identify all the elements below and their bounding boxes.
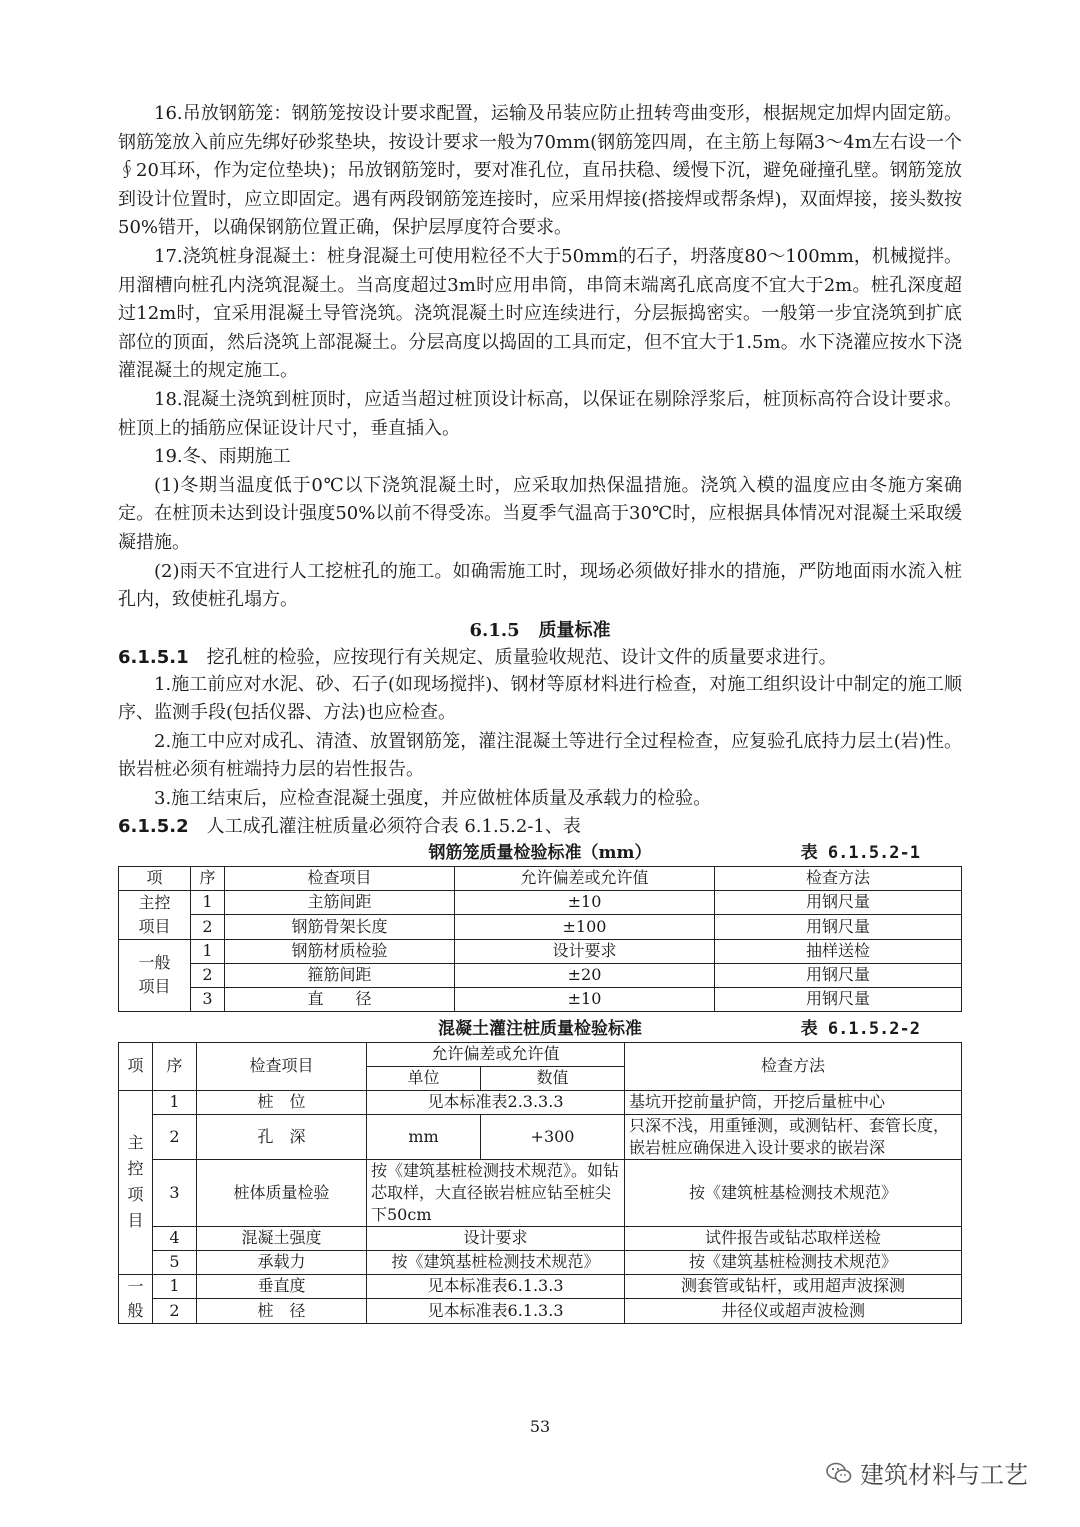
cell: 按《建筑桩基检测技术规范》 (625, 1159, 962, 1226)
table-row (119, 1090, 962, 1114)
section-number: 6.1.5 (469, 619, 520, 641)
cell: 5 (153, 1250, 197, 1274)
table-row (119, 1159, 962, 1226)
table-row (119, 1299, 962, 1324)
clause-number: 6.1.5.1 (118, 646, 189, 668)
cell: ±100 (455, 915, 715, 940)
page-number: 53 (529, 1417, 551, 1436)
cell: 按《建筑基桩检测技术规范》。如钻芯取样，大直径嵌岩桩应钻至桩尖下50cm (367, 1159, 625, 1226)
cell: 抽样送检 (715, 939, 962, 963)
cell: 3 (191, 987, 225, 1011)
watermark-text: 建筑材料与工艺 (860, 1461, 1028, 1489)
table-title: 混凝土灌注桩质量检验标准 (438, 1018, 642, 1039)
watermark (826, 1455, 1028, 1490)
cell: 设计要求 (455, 939, 715, 963)
cell: 混凝土强度 (197, 1226, 367, 1250)
cell: 1 (191, 890, 225, 915)
cell: 按《建筑基桩检测技术规范》 (367, 1250, 625, 1274)
clause-text: 挖孔桩的检验，应按现行有关规定、质量验收规范、设计文件的质量要求进行。 (206, 646, 837, 668)
cell: 设计要求 (367, 1226, 625, 1250)
table-caption (118, 1016, 962, 1042)
cell: 2 (191, 963, 225, 987)
header-cell: 允许偏差或允许值 (455, 866, 715, 890)
header-cell: 序 (191, 866, 225, 890)
cell: 试件报告或钻芯取样送检 (625, 1226, 962, 1250)
wechat-icon (826, 1462, 852, 1484)
table-row (119, 1274, 962, 1299)
cell: 箍筋间距 (225, 963, 455, 987)
header-cell: 项 (119, 866, 191, 890)
header-cell: 允许偏差或允许值 (367, 1042, 625, 1066)
cell: 承载力 (197, 1250, 367, 1274)
table-number: 表 6.1.5.2-1 (800, 842, 920, 863)
cell: 用钢尺量 (715, 987, 962, 1011)
clause-number: 6.1.5.2 (118, 815, 189, 837)
header-cell: 检查方法 (715, 866, 962, 890)
cell: 用钢尺量 (715, 915, 962, 940)
table-title: 钢筋笼质量检验标准（mm） (428, 842, 652, 863)
cell: 主筋间距 (225, 890, 455, 915)
cell: ±20 (455, 963, 715, 987)
cell: 1 (153, 1090, 197, 1114)
list-item: 2.施工中应对成孔、清渣、放置钢筋笼，灌注混凝土等进行全过程检查，应复验孔底持力层土(岩)性。嵌岩桩必须有桩端持力层的岩性报告。 (118, 730, 962, 781)
cell: 用钢尺量 (715, 963, 962, 987)
header-cell: 序 (153, 1042, 197, 1090)
cell: 2 (153, 1299, 197, 1324)
paragraph: 19.冬、雨期施工 (154, 446, 291, 468)
cell: 2 (153, 1114, 197, 1159)
cell: 见本标准表2.3.3.3 (367, 1090, 625, 1114)
cell: 孔 深 (197, 1114, 367, 1159)
header-cell: 检查项目 (197, 1042, 367, 1090)
table-row (119, 939, 962, 963)
group-cell: 主控项目 (119, 1090, 153, 1274)
document-page (118, 100, 962, 1324)
table-row (119, 987, 962, 1011)
cell: mm (367, 1114, 481, 1159)
header-cell: 检查项目 (225, 866, 455, 890)
paragraph: 17.浇筑桩身混凝土：桩身混凝土可使用粒径不大于50mm的石子，坍落度80～100mm，机械搅拌。用溜槽向桩孔内浇筑混凝土。当高度超过3m时应用串筒，串筒末端离孔底高度不宜大于2m。桩孔深度超过12m时，宜采用混凝土导管浇筑。浇筑混凝土时应连续进行，分层振捣密实。一般第一步宜浇筑到扩底部位的顶面，然后浇筑上部混凝土。分层高度以捣固的工具而定，但不宜大于1.5m。水下浇灌应按水下浇灌混凝土的规定施工。 (118, 245, 962, 382)
cell: 用钢尺量 (715, 890, 962, 915)
cell: 钢筋骨架长度 (225, 915, 455, 940)
group-cell: 一般 (119, 1274, 153, 1323)
cell: 按《建筑基桩检测技术规范》 (625, 1250, 962, 1274)
cell: +300 (481, 1114, 625, 1159)
table-header-row (119, 1042, 962, 1066)
cell: 3 (153, 1159, 197, 1226)
cell: 4 (153, 1226, 197, 1250)
cell: 桩 径 (197, 1299, 367, 1324)
paragraph: (2)雨天不宜进行人工挖桩孔的施工。如确需施工时，现场必须做好排水的措施，严防地面雨水流入桩孔内，致使桩孔塌方。 (118, 560, 962, 611)
group-cell: 主控项目 (119, 890, 191, 939)
rebar-cage-table (118, 866, 962, 1012)
cell: 见本标准表6.1.3.3 (367, 1274, 625, 1299)
paragraph: 18.混凝土浇筑到桩顶时，应适当超过桩顶设计标高，以保证在剔除浮浆后，桩顶标高符合设计要求。桩顶上的插筋应保证设计尺寸，垂直插入。 (118, 388, 962, 439)
group-cell: 一般项目 (119, 939, 191, 1011)
table-row (119, 915, 962, 940)
section-heading (118, 617, 962, 645)
cell: 钢筋材质检验 (225, 939, 455, 963)
header-cell: 单位 (367, 1066, 481, 1090)
header-cell: 检查方法 (625, 1042, 962, 1090)
cell: 桩 位 (197, 1090, 367, 1114)
clause (118, 814, 962, 840)
cell: 井径仪或超声波检测 (625, 1299, 962, 1324)
clause-text: 人工成孔灌注桩质量必须符合表 6.1.5.2-1、表 (206, 815, 581, 837)
cell: ±10 (455, 987, 715, 1011)
cell: 1 (153, 1274, 197, 1299)
header-cell: 数值 (481, 1066, 625, 1090)
list-item: 3.施工结束后，应检查混凝土强度，并应做桩体质量及承载力的检验。 (154, 788, 712, 810)
table-row (119, 890, 962, 915)
pile-quality-table (118, 1042, 962, 1324)
cell: 直 径 (225, 987, 455, 1011)
clause (118, 645, 962, 671)
table-caption (118, 840, 962, 866)
section-title: 质量标准 (538, 619, 611, 641)
table-row (119, 963, 962, 987)
table-row (119, 1226, 962, 1250)
table-header-row (119, 866, 962, 890)
table-row (119, 1250, 962, 1274)
cell: 见本标准表6.1.3.3 (367, 1299, 625, 1324)
cell: 测套管或钻杆，或用超声波探测 (625, 1274, 962, 1299)
cell: 垂直度 (197, 1274, 367, 1299)
cell: ±10 (455, 890, 715, 915)
cell: 1 (191, 939, 225, 963)
header-cell: 项 (119, 1042, 153, 1090)
paragraph: (1)冬期当温度低于0℃以下浇筑混凝土时，应采取加热保温措施。浇筑入模的温度应由冬施方案确定。在桩顶未达到设计强度50%以前不得受冻。当夏季气温高于30℃时，应根据具体情况对混凝土采取缓凝措施。 (118, 474, 962, 553)
paragraph: 16.吊放钢筋笼：钢筋笼按设计要求配置，运输及吊装应防止扭转弯曲变形，根据规定加焊内固定筋。钢筋笼放入前应先绑好砂浆垫块，按设计要求一般为70mm(钢筋笼四周，在主筋上每隔3～4m左右设一个∮20耳环，作为定位垫块)；吊放钢筋笼时，要对准孔位，直吊扶稳、缓慢下沉，避免碰撞孔壁。钢筋笼放到设计位置时，应立即固定。遇有两段钢筋笼连接时，应采用焊接(搭接焊或帮条焊)，双面焊接，接头数按50%错开，以确保钢筋位置正确，保护层厚度符合要求。 (118, 103, 962, 239)
cell: 基坑开挖前量护筒，开挖后量桩中心 (625, 1090, 962, 1114)
list-item: 1.施工前应对水泥、砂、石子(如现场搅拌)、钢材等原材料进行检查，对施工组织设计中制定的施工顺序、监测手段(包括仪器、方法)也应检查。 (118, 673, 962, 724)
table-number: 表 6.1.5.2-2 (800, 1018, 920, 1039)
cell: 2 (191, 915, 225, 940)
cell: 只深不浅，用重锤测，或测钻杆、套管长度，嵌岩桩应确保进入设计要求的嵌岩深 (625, 1114, 962, 1159)
table-row (119, 1114, 962, 1159)
cell: 桩体质量检验 (197, 1159, 367, 1226)
